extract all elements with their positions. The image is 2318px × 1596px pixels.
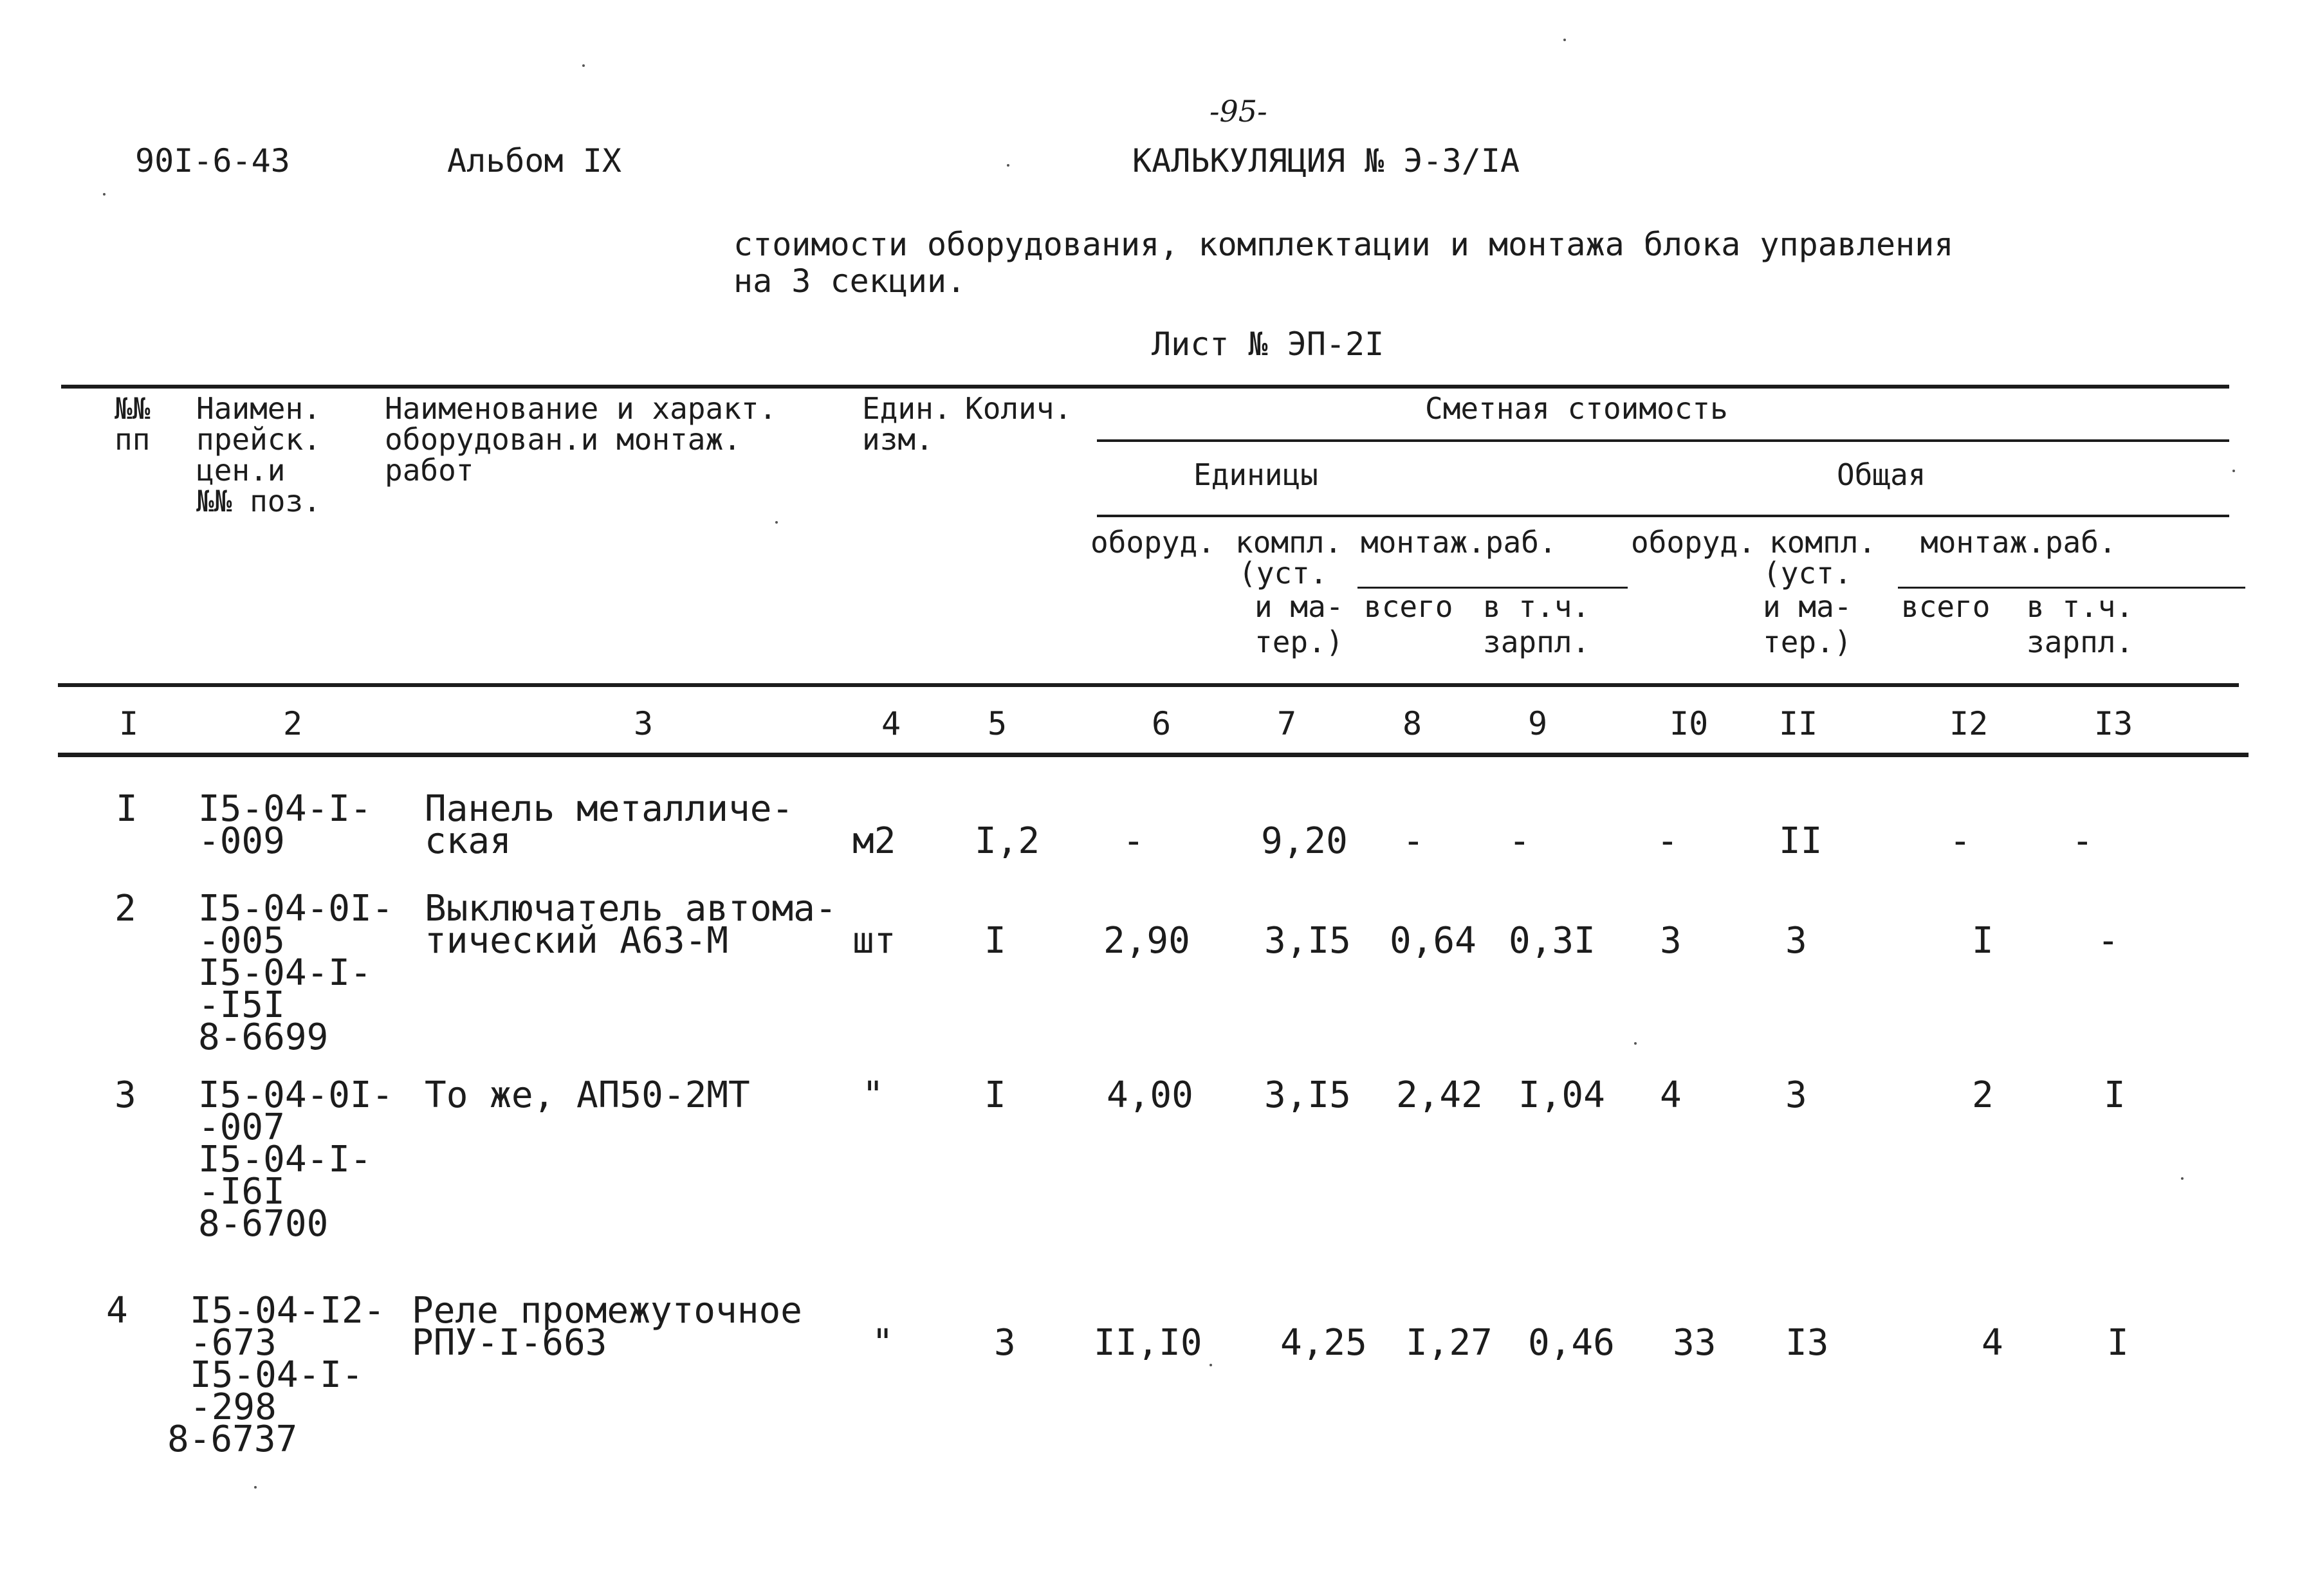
total-mont-wage: I xyxy=(2107,1322,2129,1364)
unit-compl-cost: 3,I5 xyxy=(1264,1074,1351,1116)
unit-compl-cost: 4,25 xyxy=(1280,1322,1367,1364)
price-code-line: I5-04-0I- xyxy=(198,888,394,930)
unit-of-measure: шт xyxy=(852,920,896,962)
header-col2-line2: прейск. xyxy=(196,422,321,457)
column-number: I xyxy=(119,705,139,742)
unit-mont-wage: - xyxy=(1509,820,1531,862)
column-number: 8 xyxy=(1403,705,1422,742)
header-total-wage-line2: зарпл. xyxy=(2027,625,2134,659)
price-code-line: I5-04-0I- xyxy=(198,1074,394,1116)
scan-speck xyxy=(1210,1364,1212,1366)
album-label: Альбом IX xyxy=(447,142,621,179)
scan-speck xyxy=(103,193,106,196)
calculation-subtitle-line1: стоимости оборудования, комплектации и монтажа блока управления xyxy=(733,226,1954,263)
price-code-line: I5-04-I- xyxy=(198,1139,372,1180)
total-mont-wage: I xyxy=(2104,1074,2126,1116)
scan-speck xyxy=(582,64,585,67)
column-number: 5 xyxy=(988,705,1007,742)
header-bottom-rule xyxy=(58,683,2239,687)
header-col1-line1: №№ xyxy=(115,391,151,426)
header-unit-wage-line2: зарпл. xyxy=(1483,625,1590,659)
unit-mont-total: I,27 xyxy=(1406,1322,1493,1364)
header-total-total: всего xyxy=(1901,589,1991,624)
header-total-group: Общая xyxy=(1837,457,1926,492)
scan-speck xyxy=(1634,1042,1637,1045)
row-number: 2 xyxy=(115,888,136,930)
row-number: I xyxy=(116,788,138,830)
scan-speck xyxy=(254,1486,257,1489)
unit-mont-wage: I,04 xyxy=(1518,1074,1605,1116)
header-col5: Колич. xyxy=(965,391,1072,426)
unit-equipment-cost: 2,90 xyxy=(1103,920,1190,962)
total-equipment-cost: - xyxy=(1657,820,1679,862)
column-number: 4 xyxy=(881,705,901,742)
unit-mont-total: 2,42 xyxy=(1396,1074,1483,1116)
calculation-title: КАЛЬКУЛЯЦИЯ № Э-3/IА xyxy=(1132,142,1520,179)
price-code-line: I5-04-I- xyxy=(198,952,372,994)
scan-speck xyxy=(1007,164,1009,167)
header-total-compl-line4: тер.) xyxy=(1763,625,1852,659)
header-col2-line1: Наимен. xyxy=(196,391,321,426)
header-col4-line2: изм. xyxy=(862,422,934,457)
header-unit-compl-line1: компл. xyxy=(1235,525,1343,560)
column-number: I2 xyxy=(1949,705,1989,742)
header-unit-group: Единицы xyxy=(1193,457,1318,492)
price-code-line: -I6I xyxy=(198,1171,285,1213)
column-number: 6 xyxy=(1152,705,1172,742)
header-total-compl-line2: (уст. xyxy=(1763,556,1852,591)
price-code-line: -I5I xyxy=(198,984,285,1026)
document-code: 90I-6-43 xyxy=(135,142,290,179)
price-code-line: -007 xyxy=(198,1106,285,1148)
price-code-line: I5-04-I2- xyxy=(190,1290,385,1332)
header-col3-line2: оборудован.и монтаж. xyxy=(385,422,741,457)
calculation-subtitle-line2: на 3 секции. xyxy=(733,262,966,300)
unit-equipment-cost: II,I0 xyxy=(1094,1322,1202,1364)
price-code-line: -673 xyxy=(190,1322,277,1364)
price-code-line: -005 xyxy=(198,920,285,962)
quantity: I xyxy=(984,920,1006,962)
header-col2-line4: №№ поз. xyxy=(196,484,321,518)
column-number: 2 xyxy=(283,705,303,742)
quantity: I xyxy=(984,1074,1006,1116)
unit-mont-subrule xyxy=(1357,587,1628,589)
scan-speck xyxy=(775,521,778,524)
header-col3-line1: Наименование и характ. xyxy=(385,391,777,426)
item-name-line: ская xyxy=(425,820,511,862)
price-code-line: -298 xyxy=(190,1386,277,1428)
price-code-line: -009 xyxy=(198,820,285,862)
total-mont-total: - xyxy=(1949,820,1971,862)
header-total-compl-line3: и ма- xyxy=(1763,589,1852,624)
total-compl-cost: 3 xyxy=(1785,1074,1807,1116)
sheet-number: Лист № ЭП-2I xyxy=(1152,326,1384,363)
total-equipment-cost: 3 xyxy=(1660,920,1682,962)
total-mont-subrule xyxy=(1898,587,2245,589)
column-number: 7 xyxy=(1277,705,1297,742)
item-name-line: тический А63-М xyxy=(425,920,729,962)
total-equipment-cost: 4 xyxy=(1660,1074,1682,1116)
row-number: 3 xyxy=(115,1074,136,1116)
total-mont-total: 4 xyxy=(1982,1322,2003,1364)
column-number: II xyxy=(1779,705,1818,742)
total-mont-total: I xyxy=(1972,920,1994,962)
price-code-line: I5-04-I- xyxy=(198,788,372,830)
total-compl-cost: II xyxy=(1779,820,1823,862)
header-unit-compl-line2: (уст. xyxy=(1238,556,1328,591)
header-col4-line1: Един. xyxy=(862,391,952,426)
item-name-line: То же, АП50-2МТ xyxy=(425,1074,750,1116)
total-equipment-cost: 33 xyxy=(1673,1322,1716,1364)
header-unit-compl-line3: и ма- xyxy=(1255,589,1344,624)
unit-compl-cost: 9,20 xyxy=(1261,820,1348,862)
column-number: I3 xyxy=(2094,705,2133,742)
header-unit-equipment: оборуд. xyxy=(1090,525,1215,560)
header-total-wage-line1: в т.ч. xyxy=(2027,589,2134,624)
unit-mont-total: 0,64 xyxy=(1390,920,1476,962)
header-unit-mont: монтаж.раб. xyxy=(1361,525,1557,560)
header-unit-wage-line1: в т.ч. xyxy=(1483,589,1590,624)
page-number: -95- xyxy=(1210,94,1267,129)
header-col1-line2: пп xyxy=(115,422,151,457)
total-compl-cost: I3 xyxy=(1785,1322,1829,1364)
header-total-compl-line1: компл. xyxy=(1769,525,1877,560)
unit-of-measure: " xyxy=(862,1074,884,1116)
header-col2-line3: цен.и xyxy=(196,453,286,488)
item-name-line: Выключатель автома- xyxy=(425,888,837,930)
item-name-line: РПУ-I-663 xyxy=(412,1322,607,1364)
table-top-rule xyxy=(61,385,2229,389)
unit-equipment-cost: 4,00 xyxy=(1107,1074,1193,1116)
scan-speck xyxy=(2181,1177,2184,1180)
row-number: 4 xyxy=(106,1290,128,1332)
unit-mont-wage: 0,46 xyxy=(1528,1322,1615,1364)
column-number: I0 xyxy=(1670,705,1709,742)
header-total-mont: монтаж.раб. xyxy=(1920,525,2117,560)
total-mont-wage: - xyxy=(2072,820,2093,862)
column-number: 9 xyxy=(1528,705,1548,742)
header-unit-compl-line4: тер.) xyxy=(1255,625,1344,659)
column-number: 3 xyxy=(634,705,654,742)
unit-equipment-cost: - xyxy=(1123,820,1145,862)
header-total-equipment: оборуд. xyxy=(1631,525,1756,560)
quantity: 3 xyxy=(994,1322,1016,1364)
price-code-line: 8-6700 xyxy=(198,1203,329,1245)
item-name-line: Панель металличе- xyxy=(425,788,794,830)
unit-mont-wage: 0,3I xyxy=(1509,920,1596,962)
scan-speck xyxy=(1563,39,1566,41)
header-unit-total: всего xyxy=(1364,589,1453,624)
header-estimate-cost: Сметная стоимость xyxy=(1425,391,1728,426)
header-col3-line3: работ xyxy=(385,453,474,488)
unit-of-measure: " xyxy=(872,1322,894,1364)
price-code-line: 8-6699 xyxy=(198,1016,329,1058)
total-mont-total: 2 xyxy=(1972,1074,1994,1116)
unit-total-group-rule xyxy=(1097,515,2229,517)
total-compl-cost: 3 xyxy=(1785,920,1807,962)
unit-compl-cost: 3,I5 xyxy=(1264,920,1351,962)
price-code-line: 8-6737 xyxy=(167,1418,298,1460)
column-numbers-rule xyxy=(58,753,2249,757)
unit-mont-total: - xyxy=(1403,820,1424,862)
price-code-line: I5-04-I- xyxy=(190,1354,363,1396)
scan-speck xyxy=(2232,470,2235,472)
quantity: I,2 xyxy=(975,820,1040,862)
total-mont-wage: - xyxy=(2097,920,2119,962)
item-name-line: Реле промежуточное xyxy=(412,1290,802,1332)
unit-of-measure: м2 xyxy=(852,820,896,862)
estimate-group-rule xyxy=(1097,439,2229,442)
